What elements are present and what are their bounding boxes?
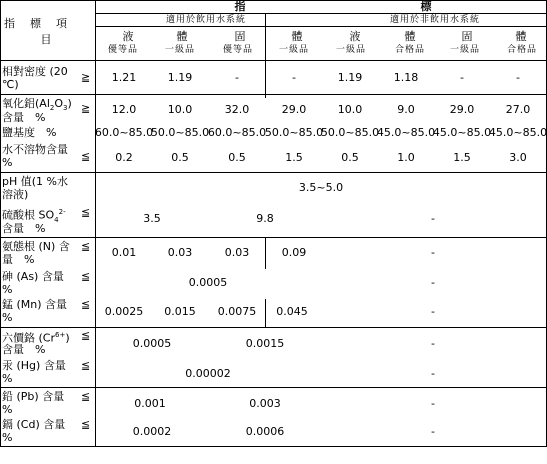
sub-body-4: 體 xyxy=(515,30,527,43)
alumina-value: 12.0 xyxy=(111,103,137,116)
cadmium-operator: ≦ xyxy=(81,418,91,431)
cadmium-value: 0.0002 xyxy=(132,425,172,438)
arsenic-label-2: % xyxy=(2,283,13,296)
grade-qualified-2: 合格品 xyxy=(506,45,538,55)
mercury-value: 0.00002 xyxy=(185,367,231,380)
grade-first-2: 一級品 xyxy=(278,45,310,55)
lead-label-2: % xyxy=(2,403,13,416)
alumina-value: 32.0 xyxy=(224,103,250,116)
mercury-operator: ≦ xyxy=(81,359,91,372)
chromium-label: 六價鉻 $(Cr^{6+})$ xyxy=(2,331,70,345)
sub-solid-2: 固 xyxy=(461,30,473,43)
basicity-value: 45.0~85.0 xyxy=(376,126,436,139)
header-bottom-line xyxy=(0,60,547,61)
row-line-chromium-mercury xyxy=(0,387,547,388)
density-value: 1.19 xyxy=(337,71,363,84)
insoluble-value: 3.0 xyxy=(509,151,527,164)
header-indicator-right: 標 xyxy=(420,0,432,13)
manganese-value: 0.0025 xyxy=(104,305,144,318)
cadmium-label-2: % xyxy=(2,431,13,444)
ammonia-operator: ≦ xyxy=(81,240,91,253)
sub-liquid-1: 液 xyxy=(122,30,134,43)
insoluble-value: 0.5 xyxy=(341,151,359,164)
insoluble-value: 0.2 xyxy=(115,151,133,164)
row-line-density xyxy=(0,94,547,95)
grade-first-1: 一級品 xyxy=(164,45,196,55)
row-line-chemistry xyxy=(0,172,547,173)
ammonia-value: 0.01 xyxy=(111,246,137,259)
chromium-label-2: 含量 % xyxy=(2,343,46,356)
grade-superior-1: 優等品 xyxy=(107,45,139,55)
chromium-value: 0.0015 xyxy=(245,337,285,350)
grade-superior-2: 優等品 xyxy=(222,45,254,55)
border-top xyxy=(0,0,547,1)
density-operator: ≧ xyxy=(81,71,91,84)
basicity-value: 60.0~85.0 xyxy=(207,126,267,139)
arsenic-label: 砷 (As) 含量 xyxy=(2,270,64,283)
chromium-operator: ≦ xyxy=(81,329,91,342)
insoluble-value: 0.5 xyxy=(171,151,189,164)
ammonia-label-2: 量 % xyxy=(2,253,35,266)
lead-value: 0.001 xyxy=(134,397,166,410)
basicity-value: 50.0~85.0 xyxy=(150,126,210,139)
insoluble-value: 1.5 xyxy=(285,151,303,164)
border-left xyxy=(0,0,1,447)
alumina-value: 27.0 xyxy=(505,103,531,116)
arsenic-value: 0.0005 xyxy=(188,276,228,289)
cadmium-value: 0.0006 xyxy=(245,425,285,438)
header-indicator-left: 指 xyxy=(234,0,246,13)
sub-liquid-2: 液 xyxy=(349,30,361,43)
insoluble-label: 水不溶物含量 xyxy=(2,143,68,156)
alumina-value: 29.0 xyxy=(449,103,475,116)
grade-first-3: 一級品 xyxy=(335,45,367,55)
insoluble-label-2: % xyxy=(2,156,13,169)
manganese-value: - xyxy=(431,305,435,318)
ph-label: pH 值(1 %水 xyxy=(2,175,68,188)
manganese-value: 0.015 xyxy=(164,305,196,318)
row-line-ph-sulfate xyxy=(0,237,547,238)
ph-label-2: 溶液) xyxy=(2,188,29,201)
insoluble-operator: ≦ xyxy=(81,150,91,163)
lead-label: 鉛 (Pb) 含量 xyxy=(2,390,65,403)
ammonia-value: 0.09 xyxy=(281,246,307,259)
alumina-value: 10.0 xyxy=(167,103,193,116)
sub-body-2: 體 xyxy=(291,30,303,43)
ammonia-value: 0.03 xyxy=(224,246,250,259)
grade-qualified-1: 合格品 xyxy=(394,45,426,55)
ph-value: 3.5~5.0 xyxy=(298,181,344,194)
border-bottom xyxy=(0,446,547,447)
alumina-label: 氧化鋁$(Al_2O_3)$ xyxy=(2,97,72,113)
basicity-label: 鹽基度 % xyxy=(2,126,57,139)
manganese-label-2: % xyxy=(2,311,13,324)
manganese-value: 0.0075 xyxy=(217,305,257,318)
manganese-label: 錳 (Mn) 含量 xyxy=(2,298,68,311)
chromium-value: 0.0005 xyxy=(132,337,172,350)
sulfate-value: 9.8 xyxy=(256,212,274,225)
lead-value: - xyxy=(431,397,435,410)
density-value: - xyxy=(235,71,239,84)
ammonia-value: - xyxy=(431,246,435,259)
sub-solid-1: 固 xyxy=(234,30,246,43)
sulfate-label-2: 含量 % xyxy=(2,222,46,235)
chromium-value: - xyxy=(431,337,435,350)
sulfate-value: - xyxy=(431,212,435,225)
sulfate-value: 3.5 xyxy=(143,212,161,225)
alumina-value: 10.0 xyxy=(337,103,363,116)
ammonia-value: 0.03 xyxy=(167,246,193,259)
density-value: 1.19 xyxy=(167,71,193,84)
density-value: 1.21 xyxy=(111,71,137,84)
label-column-divider xyxy=(95,0,96,447)
density-value: - xyxy=(516,71,520,84)
sulfate-operator: ≦ xyxy=(81,206,91,219)
manganese-value: 0.045 xyxy=(276,305,308,318)
basicity-value: 50.0~85.0 xyxy=(264,126,324,139)
mercury-value: - xyxy=(431,367,435,380)
density-label-2: ℃) xyxy=(2,78,19,91)
basicity-value: 50.0~85.0 xyxy=(320,126,380,139)
sub-body-1: 體 xyxy=(176,30,188,43)
alumina-value: 29.0 xyxy=(281,103,307,116)
cadmium-value: - xyxy=(431,425,435,438)
group-divider-ammonia xyxy=(265,238,266,269)
arsenic-operator: ≦ xyxy=(81,270,91,283)
arsenic-value: - xyxy=(431,276,435,289)
mercury-label-2: % xyxy=(2,372,13,385)
basicity-value: 45.0~85.0 xyxy=(488,126,547,139)
header-item-label: 指 標 項 xyxy=(4,17,69,30)
mercury-label: 汞 (Hg) 含量 xyxy=(2,359,66,372)
basicity-value: 45.0~85.0 xyxy=(432,126,492,139)
sub-body-3: 體 xyxy=(404,30,416,43)
grade-first-4: 一級品 xyxy=(449,45,481,55)
density-value: - xyxy=(292,71,296,84)
alumina-operator: ≧ xyxy=(81,102,91,115)
lead-value: 0.003 xyxy=(249,397,281,410)
alumina-value: 9.0 xyxy=(397,103,415,116)
group-drinking-water: 適用於飲用水系統 xyxy=(165,15,247,25)
alumina-label-2: 含量 % xyxy=(2,111,46,124)
insoluble-value: 1.0 xyxy=(397,151,415,164)
sulfate-label: 硫酸根 $SO_4^{2-}$ xyxy=(2,208,66,224)
basicity-value: 60.0~85.0 xyxy=(94,126,154,139)
density-value: 1.18 xyxy=(393,71,419,84)
row-line-ammonia-manganese xyxy=(0,327,547,328)
manganese-operator: ≦ xyxy=(81,298,91,311)
group-divider-manganese xyxy=(265,299,266,327)
cadmium-label: 鎘 (Cd) 含量 xyxy=(2,418,66,431)
density-value: - xyxy=(460,71,464,84)
insoluble-value: 0.5 xyxy=(228,151,246,164)
insoluble-value: 1.5 xyxy=(453,151,471,164)
lead-operator: ≦ xyxy=(81,390,91,403)
header-item-label-2: 目 xyxy=(40,33,52,46)
group-non-drinking-water: 適用於非飲用水系統 xyxy=(389,15,481,25)
ammonia-label: 氨態根 (N) 含 xyxy=(2,240,70,253)
density-label: 相對密度 (20 xyxy=(2,65,68,78)
